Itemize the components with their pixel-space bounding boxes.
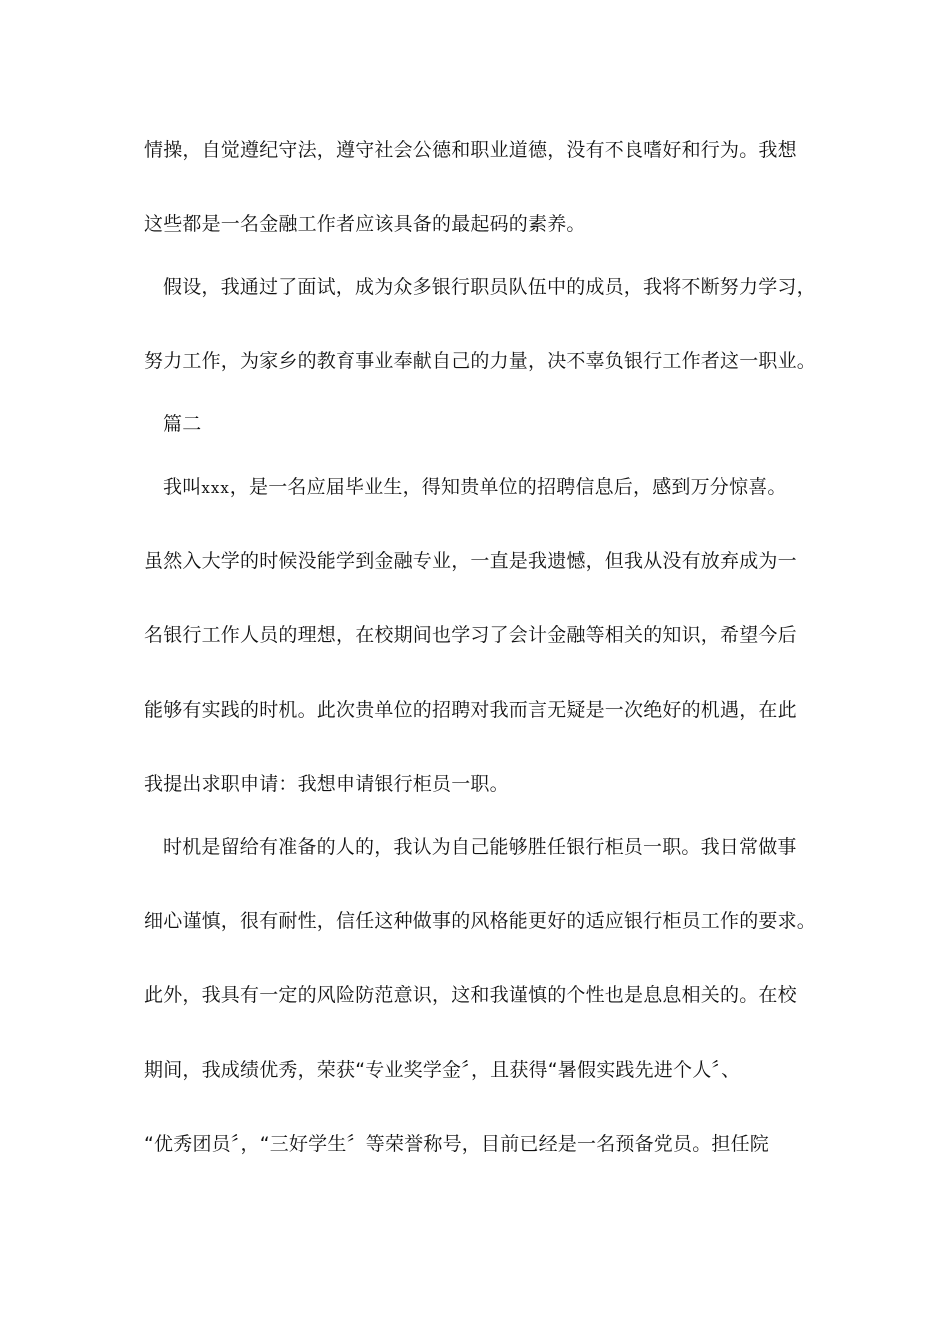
section-heading: 篇二 bbox=[163, 413, 202, 435]
paragraph-line: 情操，自觉遵纪守法，遵守社会公德和职业道德，没有不良嗜好和行为。我想 bbox=[144, 139, 797, 161]
paragraph-line bbox=[163, 474, 843, 501]
paragraph-line: 此外，我具有一定的风险防范意识，这和我谨慎的个性也是息息相关的。在校 bbox=[144, 984, 797, 1006]
paragraph-line: 细心谨慎，很有耐性，信任这种做事的风格能更好的适应银行柜员工作的要求。 bbox=[144, 910, 817, 932]
paragraph-line: 我提出求职申请：我想申请银行柜员一职。 bbox=[144, 773, 509, 795]
paragraph-line: 虽然入大学的时候没能学到金融专业，一直是我遗憾，但我从没有放弃成为一 bbox=[144, 550, 797, 572]
paragraph-line: 期间，我成绩优秀，荣获“专业奖学金〞，且获得“暑假实践先进个人〞、 bbox=[144, 1059, 741, 1081]
paragraph-line: 时机是留给有准备的人的，我认为自己能够胜任银行柜员一职。我日常做事 bbox=[163, 836, 797, 858]
paragraph-line: 能够有实践的时机。此次贵单位的招聘对我而言无疑是一次绝好的机遇，在此 bbox=[144, 699, 797, 721]
paragraph-text: ，是一名应届毕业生，得知贵单位的招聘信息后，感到万分惊喜。 bbox=[229, 476, 787, 498]
name-placeholder: xxx bbox=[201, 479, 230, 497]
paragraph-line: 这些都是一名金融工作者应该具备的最起码的素养。 bbox=[144, 213, 586, 235]
paragraph-line: 努力工作，为家乡的教育事业奉献自己的力量，决不辜负银行工作者这一职业。 bbox=[144, 350, 817, 372]
paragraph-line: “优秀团员〞，“三好学生〞等荣誉称号，目前已经是一名预备党员。担任院 bbox=[144, 1133, 769, 1155]
paragraph-line: 名银行工作人员的理想，在校期间也学习了会计金融等相关的知识，希望今后 bbox=[144, 624, 797, 646]
paragraph-line: 假设，我通过了面试，成为众多银行职员队伍中的成员，我将不断努力学习， bbox=[163, 276, 816, 298]
paragraph-text: 我叫 bbox=[163, 476, 202, 498]
